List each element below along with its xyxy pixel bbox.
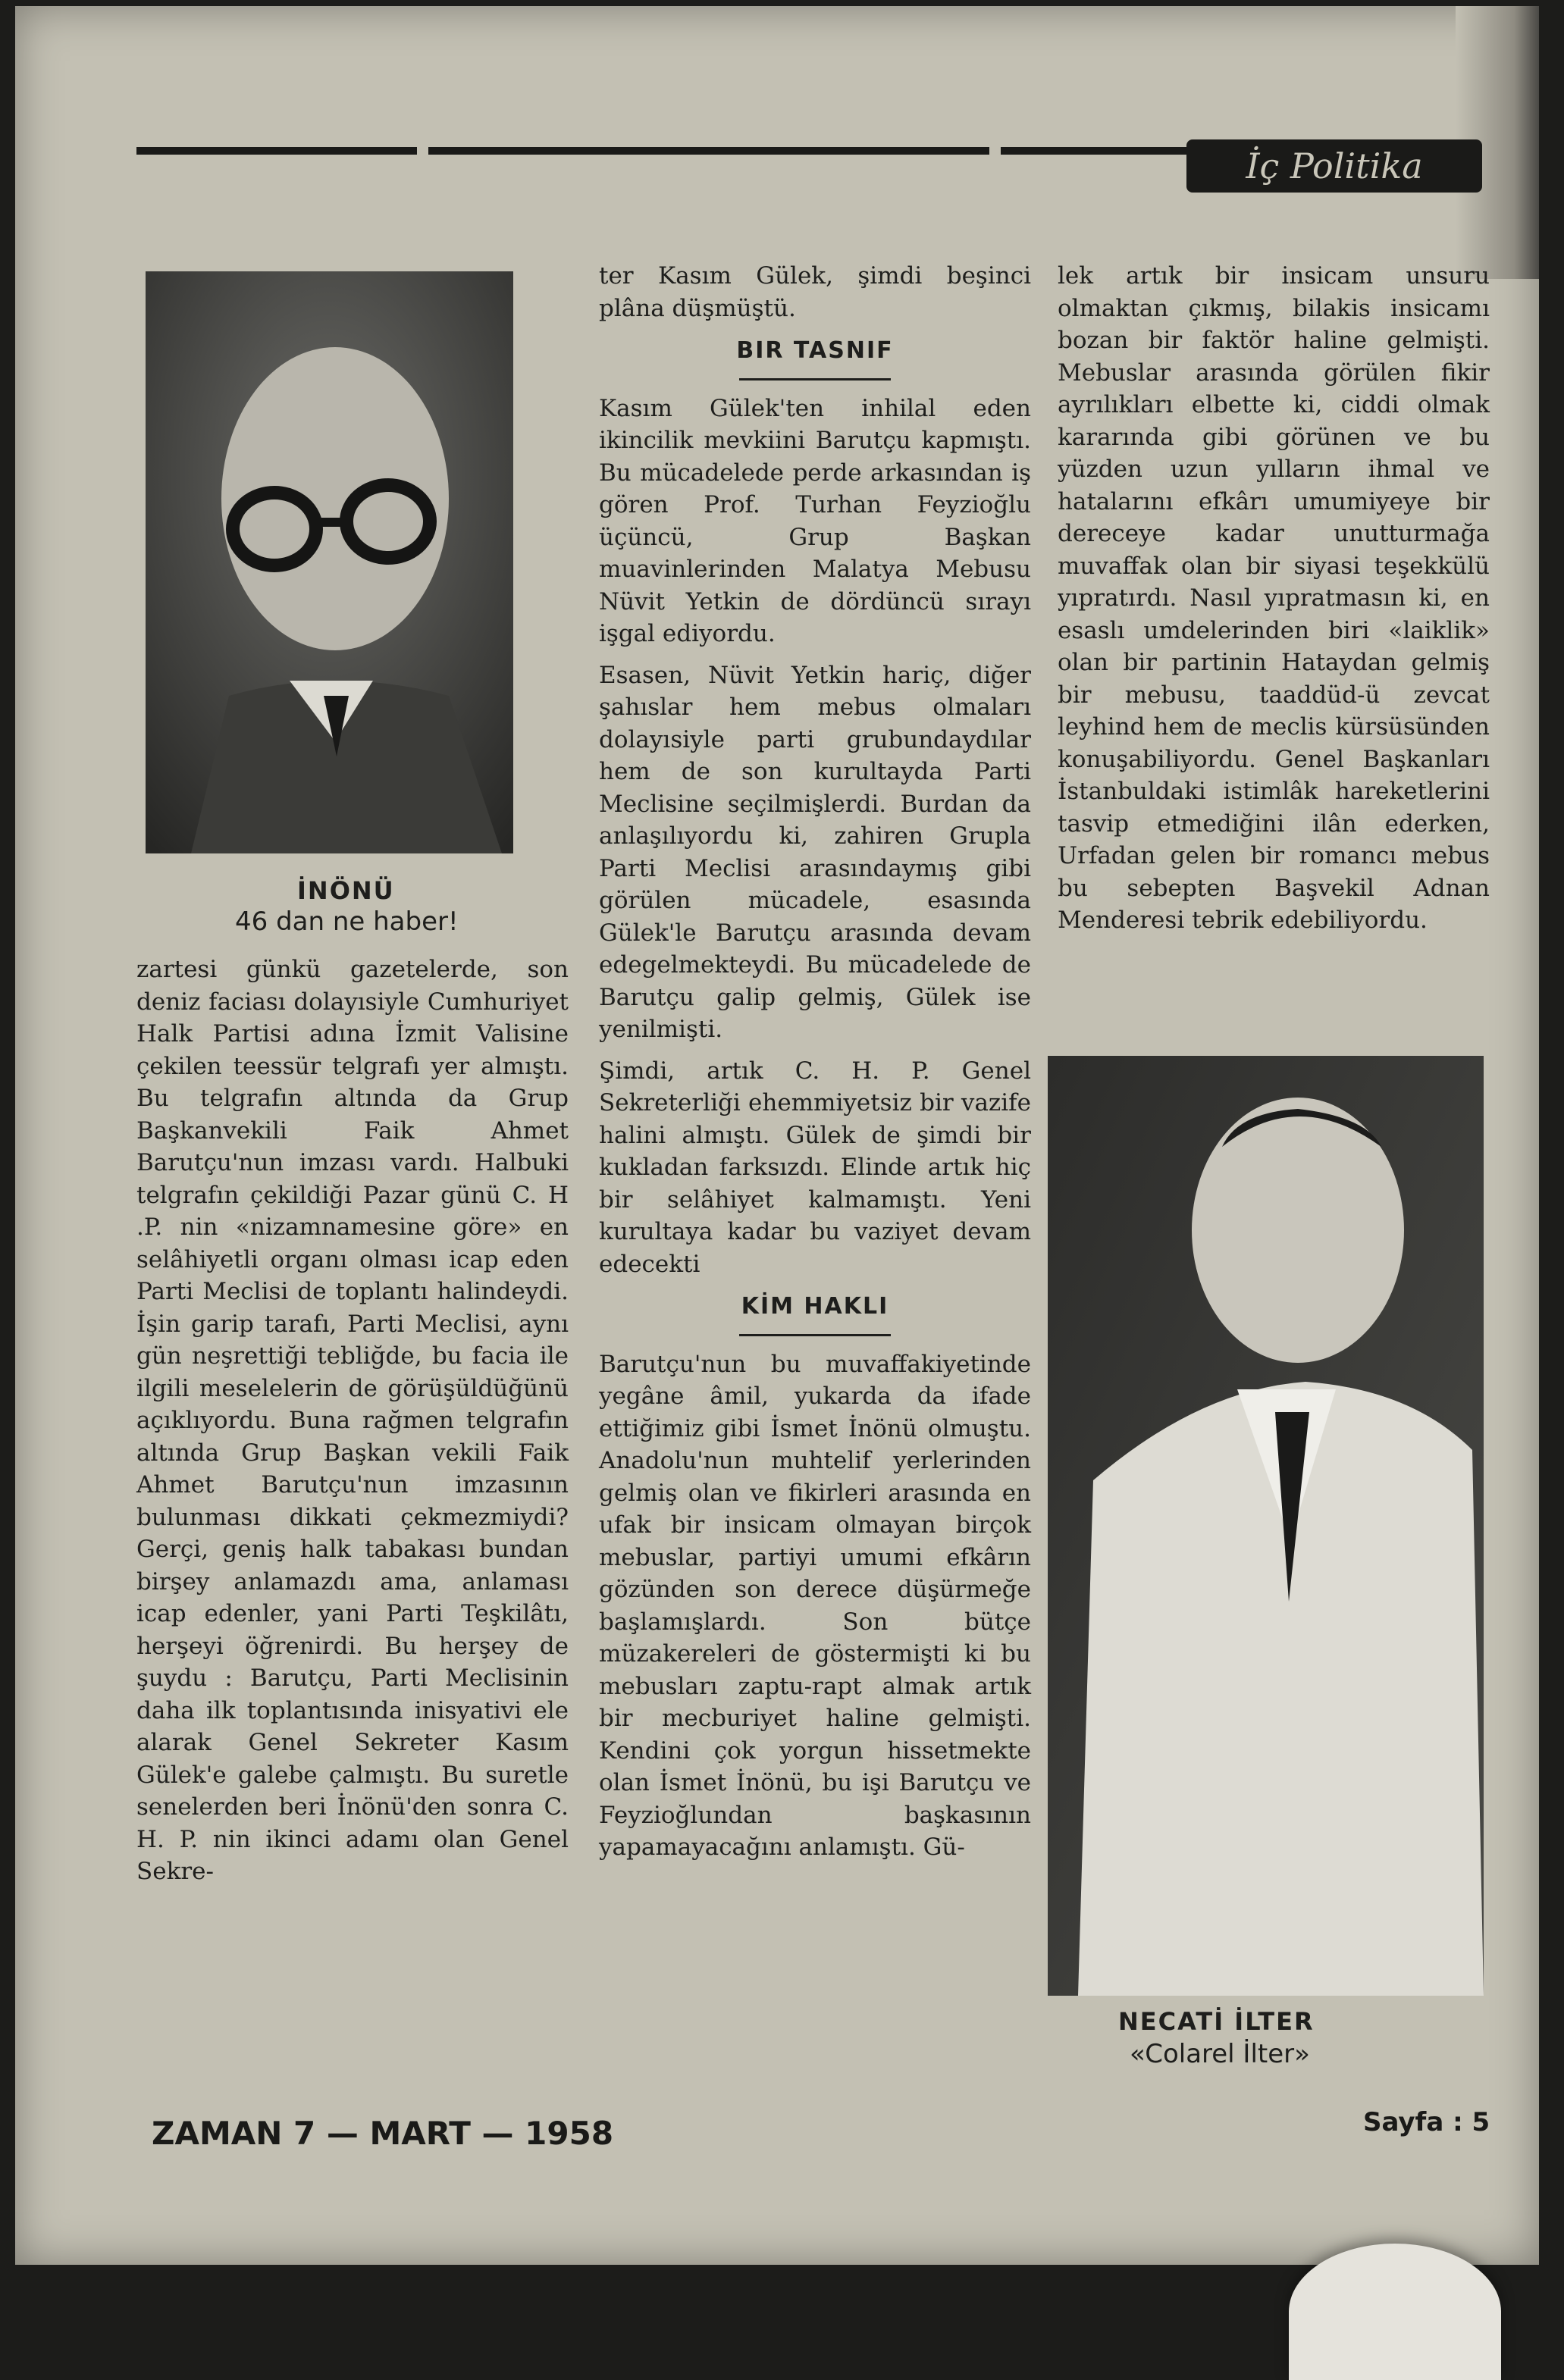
column-3 [1058,260,1490,937]
footer-page-number: Sayfa : 5 [1363,2107,1490,2137]
column-2-paragraph: Şimdi, artık C. H. P. Genel Sekreterliği ehemmiyetsiz bir vazife halini almıştı. Gülek de şimdi bir kukladan farksızdı. Elinde artık hiç bir selâhiyet kalmamıştı. Yeni kurultaya kadar bu vaziyet devam edecekti [599,1057,1031,1278]
column-2 [599,260,1031,1864]
ilter-photo [1048,1056,1484,1996]
inonu-caption-sub: 46 dan ne haber! [235,907,459,937]
column-1 [136,954,569,1888]
ilter-caption-sub: «Colarel İlter» [1130,2039,1310,2069]
portrait-image [1048,1056,1484,1996]
inonu-caption-name: İNÖNÜ [297,876,395,905]
ilter-caption-name: NECATİ İLTER [1118,2007,1315,2036]
header-rule-3 [1001,147,1190,155]
inonu-photo [146,271,513,853]
column-2-paragraph: Esasen, Nüvit Yetkin hariç, diğer şahıslar hem mebus olmaları dolayısiyle parti grubundaydılar hem de son kurultayda Parti Meclisine seçilmişlerdi. Burdan da anlaşılıyordu ki, zahiren Grupla Parti Meclisi arasındaymış gibi görülen mücadele, esasında Gülek'le Barutçu arasında devam edegelmekteydi. Bu mücadelede de Barutçu galip gelmiş, Gülek ise yenilmişti. [599,661,1031,1043]
footer-issue: ZAMAN 7 — MART — 1958 [152,2115,614,2152]
portrait-image [146,271,513,853]
header-rule-1 [136,147,417,155]
thumb [1289,2244,1501,2380]
subhead-kim-hakli: KİM HAKLI [741,1293,889,1320]
column-3-paragraph: lek artık bir insicam unsuru olmaktan çıkmış, bilakis insicamı bozan bir faktör haline gelmişti. Mebuslar arasında görülen fikir ayrılıkları elbette ki, ciddi olmak kararında gibi görünen ve bu yüzden uzun yılların ihmal ve hatalarını efkârı umumiyeye bir dereceye kadar unutturmağa muvaffak olan bir siyasi teşekkülü yıpratırdı. Nasıl yıpratmasın ki, en esaslı umdelerinden biri «laiklik» olan bir partinin Hataydan gelmiş bir mebusu, taaddüd-ü zevcat leyhind hem de meclis kürsüsünden konuşabiliyordu. Genel Başkanları İstanbuldaki istimlâk hareketlerini tasvip etmediğini ilân ederken, Urfadan gelen bir romancı mebus bu sebepten Başvekil Adnan Menderesi tebrik edebiliyordu. [1058,262,1490,934]
magazine-page [15,6,1539,2265]
column-2-paragraph: Barutçu'nun bu muvaffakiyetinde yegâne âmil, yukarda da ifade ettiğimiz gibi İsmet İnönü olmuştu. Anadolu'nun muhtelif yerlerinden gelmiş olan ve fikirleri arasında en ufak bir insicam olmayan birçok mebuslar, partiyi umumi efkârın gözünden son derece düşürmeğe başlamışlardı. Son bütçe müzakereleri de göstermişti ki bu mebusları zaptu-rapt almak artık bir mecburiyet haline gelmişti. Kendini çok yorgun hissetmekte olan İsmet İnönü, bu işi Barutçu ve Feyzioğlundan başkasının yapamayacağını anlamıştı. Gü- [599,1350,1031,1861]
section-tag: İç Politika [1186,139,1482,193]
column-1-paragraph: zartesi günkü gazetelerde, son deniz faciası dolayısiyle Cumhuriyet Halk Partisi adına İzmit Valisine çekilen teessür telgrafı yer almıştı. Bu telgrafın altında da Grup Başkanvekili Faik Ahmet Barutçu'nun imzası vardı. Halbuki telgrafın çekildiği Pazar günü C. H .P. nin «nizamnamesine göre» en selâhiyetli organı olması icap eden Parti Meclisi de toplantı halindeydi. İşin garip tarafı, Parti Meclisi, aynı gün neşrettiği tebliğde, bu facia ile ilgili meselelerin de görüşüldüğünü açıklıyordu. Buna rağmen telgrafın altında Grup Başkan vekili Faik Ahmet Barutçu'nun imzasının bulunması dikkati çekmezmiydi? Gerçi, geniş halk tabakası bundan birşey anlamazdı ama, anlaması icap edenler, yani Parti Teşkilâtı, herşeyi öğrenirdi. Bu herşey de şuydu : Barutçu, Parti Meclisinin daha ilk toplantısında inisyativi ele alarak Genel Sekreter Kasım Gülek'e galebe çalmıştı. Bu suretle senelerden beri İnönü'den sonra C. H. P. nin ikinci adamı olan Genel Sekre- [136,956,569,1885]
subhead-bir-tasnif: BIR TASNIF [736,337,894,364]
column-2-paragraph: Kasım Gülek'ten inhilal eden ikincilik mevkiini Barutçu kapmıştı. Bu mücadelede perde arkasından iş gören Prof. Turhan Feyzioğlu üçüncü, Grup Başkan muavinlerinden Malatya Mebusu Nüvit Yetkin de dördüncü sırayı işgal ediyordu. [599,394,1031,647]
subhead-rule [739,378,891,380]
subhead-rule [739,1334,891,1336]
column-2-intro: ter Kasım Gülek, şimdi beşinci plâna düşmüştü. [599,262,1031,322]
header-rule-2 [428,147,989,155]
